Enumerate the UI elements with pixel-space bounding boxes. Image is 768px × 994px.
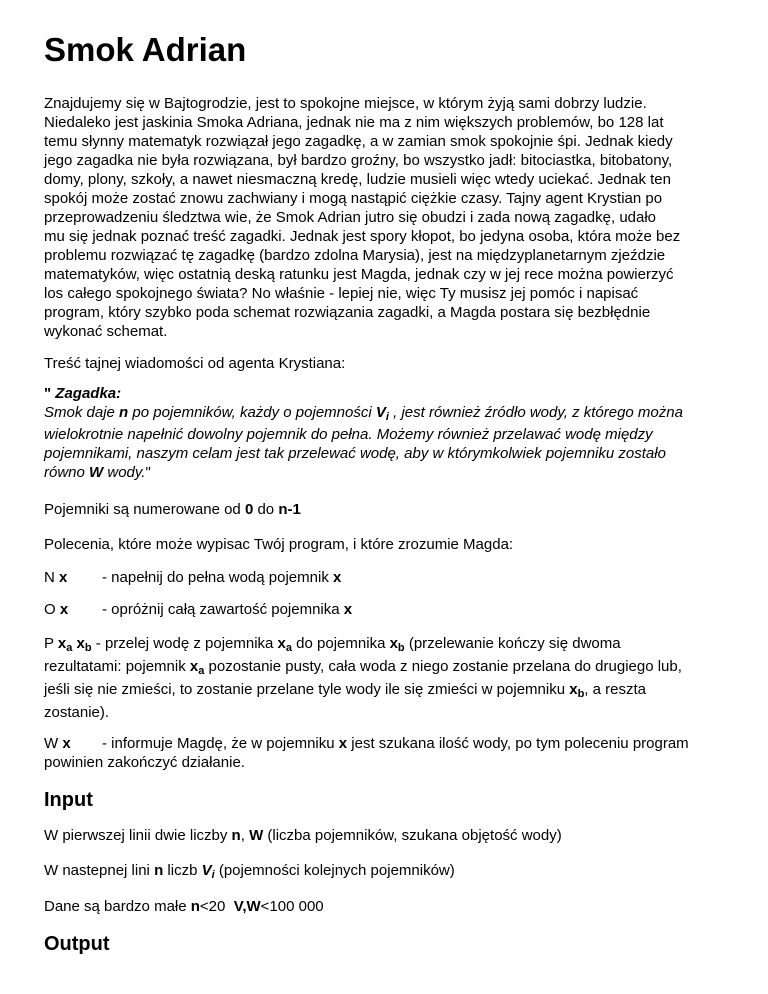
riddle-text: , jest również źródło wody, z którego można <box>388 404 683 421</box>
command-desc: pozostanie pusty, cała woda z niego zostanie przelana do drugiego lub, <box>204 658 682 675</box>
riddle-text: Smok daje <box>44 404 120 421</box>
arg-x: x <box>569 681 578 698</box>
intro-line: los całego spokojnego świata? No właśnie - lepiej nie, więc Ty musisz jej pomóc i napisać <box>44 285 639 302</box>
intro-line: przeprowadzeniu śledztwa wie, że Smok Adrian jutro się obudzi i zada nową zagadkę, udało <box>44 209 657 226</box>
riddle-text: wielokrotnie napełnić dowolny pojemnik do pełna. Możemy również przelawać wodę między <box>44 426 653 443</box>
var-vw: V,W <box>233 898 261 915</box>
command-letter: W <box>44 735 59 752</box>
command-arg: x <box>343 601 353 618</box>
close-quote: " <box>145 464 151 481</box>
command-arg: x <box>59 569 68 586</box>
text: liczb <box>163 862 202 879</box>
command-p <box>44 634 734 723</box>
arg-x: x <box>189 658 199 675</box>
input-heading: Input <box>44 789 93 811</box>
var-n: n <box>190 898 200 915</box>
numbering-note <box>44 500 734 519</box>
text: Pojemniki są numerowane od <box>44 501 245 518</box>
commands-intro: Polecenia, które może wypisac Twój program, i które zrozumie Magda: <box>44 536 514 553</box>
var-n: n <box>154 862 164 879</box>
open-quote: " <box>44 385 52 402</box>
var-w: W <box>249 827 264 844</box>
arg-x: x <box>389 635 398 652</box>
text: W pierwszej linii dwie liczby <box>44 827 232 844</box>
intro-line: mu się jednak poznać treść zagadki. Jednak jest spory kłopot, bo jedyna osoba, która może bez <box>44 228 681 245</box>
intro-line: wykonać schemat. <box>44 323 168 340</box>
arg-a-subscript: a <box>285 642 293 654</box>
command-desc: - przelej wodę z pojemnika <box>91 635 278 652</box>
command-desc: (przelewanie kończy się dwoma <box>404 635 621 652</box>
riddle-line-4 <box>44 463 734 482</box>
riddle-line-1 <box>44 403 734 422</box>
last-index: n-1 <box>278 501 301 518</box>
riddle-line-2 <box>44 425 734 444</box>
arg-x: x <box>277 635 286 652</box>
riddle-text: wody. <box>103 464 146 481</box>
text: W nastepnej lini <box>44 862 155 879</box>
arg-b-subscript: b <box>397 642 405 654</box>
riddle-heading-line <box>44 384 734 403</box>
text: do <box>253 501 279 518</box>
command-w-line-2: powinien zakończyć działanie. <box>44 754 245 771</box>
var-i-subscript: i <box>211 869 215 881</box>
riddle-quote <box>44 384 734 482</box>
riddle-line-3 <box>44 444 734 463</box>
command-desc: rezultatami: pojemnik <box>44 658 190 675</box>
command-p-line-3 <box>44 680 734 700</box>
intro-line: problemu rozwiązać tę zagadkę (bardzo zdolna Marysia), jest na międzyplanetarnym zjeździe <box>44 247 666 264</box>
arg-b-subscript: b <box>577 688 585 700</box>
command-desc: jest szukana ilość wody, po tym poleceniu program <box>347 735 689 752</box>
command-p-line-2 <box>44 657 734 677</box>
input-line-2 <box>44 861 734 880</box>
command-desc: - napełnij do pełna wodą pojemnik <box>102 569 333 586</box>
command-arg: x <box>59 601 69 618</box>
arg-a-subscript: a <box>198 665 205 677</box>
command-p-line-1 <box>44 634 734 654</box>
intro-line: spokój może zostać znowu zachwiany i mogą nastąpić ciężkie czasy. Tajny agent Krystian po <box>44 190 663 207</box>
riddle-text: po pojemników, każdy o pojemności <box>128 404 376 421</box>
riddle-text: równo <box>44 464 90 481</box>
var-v: V <box>201 862 212 879</box>
var-w: W <box>89 464 104 481</box>
command-desc: - opróżnij całą zawartość pojemnika <box>102 601 344 618</box>
intro-line: Niedaleko jest jaskinia Smoka Adriana, jednak nie ma z nim większych problemów, bo 128 lat <box>44 114 664 131</box>
intro-line: program, który szybko poda schemat rozwiązania zagadki, a Magda postara się bezbłędnie <box>44 304 651 321</box>
input-line-3 <box>44 897 734 916</box>
intro-line: matematyków, więc ostatnią deską ratunku jest Magda, jednak czy w jej rece można powierzyć <box>44 266 674 283</box>
text: , <box>240 827 250 844</box>
arg-x: x <box>76 635 85 652</box>
var-v: V <box>375 404 386 421</box>
command-desc: , a reszta <box>584 681 646 698</box>
intro-paragraph <box>44 94 734 341</box>
riddle-heading: Zagadka: <box>55 385 122 402</box>
command-p-line-4: zostanie). <box>44 704 110 721</box>
command-letter: N <box>44 569 55 586</box>
command-desc: - informuje Magdę, że w pojemniku <box>102 735 339 752</box>
command-letter: P <box>44 635 54 652</box>
text: <20 <box>199 898 234 915</box>
command-n <box>44 568 734 587</box>
text: (pojemności kolejnych pojemników) <box>214 862 455 879</box>
command-letter: O <box>44 601 56 618</box>
input-line-1 <box>44 826 734 845</box>
intro-line: domy, plony, szkoły, a nawet niesmaczną kredę, ludzie musieli więc wtedy uciekać. Jednak ten <box>44 171 671 188</box>
first-index: 0 <box>244 501 254 518</box>
message-intro: Treść tajnej wiadomości od agenta Krystiana: <box>44 355 346 372</box>
command-desc: do pojemnika <box>292 635 390 652</box>
text: (liczba pojemników, szukana objętość wody) <box>263 827 562 844</box>
intro-line: temu słynny matematyk rozwiązał jego zagadkę, a w zamian smok spokojnie śpi. Jednak kiedy <box>44 133 673 150</box>
command-w-line-1 <box>44 734 734 753</box>
command-arg: x <box>338 735 348 752</box>
page-title: Smok Adrian <box>44 31 247 68</box>
output-heading: Output <box>44 933 110 955</box>
var-i-subscript: i <box>385 411 389 423</box>
arg-b-subscript: b <box>84 642 92 654</box>
command-w <box>44 734 734 772</box>
var-n: n <box>119 404 129 421</box>
command-o <box>44 600 734 619</box>
text: Dane są bardzo małe <box>44 898 191 915</box>
text: <100 000 <box>260 898 324 915</box>
command-desc: jeśli się nie zmieści, to zostanie przelane tyle wody ile się zmieści w pojemniku <box>44 681 570 698</box>
intro-line: jego zagadka nie była rozwiązana, był bardzo groźny, bo wszystko jadł: bitociastka, bitobatony, <box>44 152 673 169</box>
riddle-text: pojemnikami, naszym celam jest tak przelewać wodę, aby w którymkolwiek pojemniku zostało <box>44 445 666 462</box>
command-arg: x <box>332 569 342 586</box>
arg-x: x <box>57 635 67 652</box>
command-arg: x <box>62 735 71 752</box>
var-n: n <box>231 827 241 844</box>
intro-line: Znajdujemy się w Bajtogrodzie, jest to spokojne miejsce, w którym żyją sami dobrzy ludzie. <box>44 95 647 112</box>
arg-a-subscript: a <box>66 642 73 654</box>
